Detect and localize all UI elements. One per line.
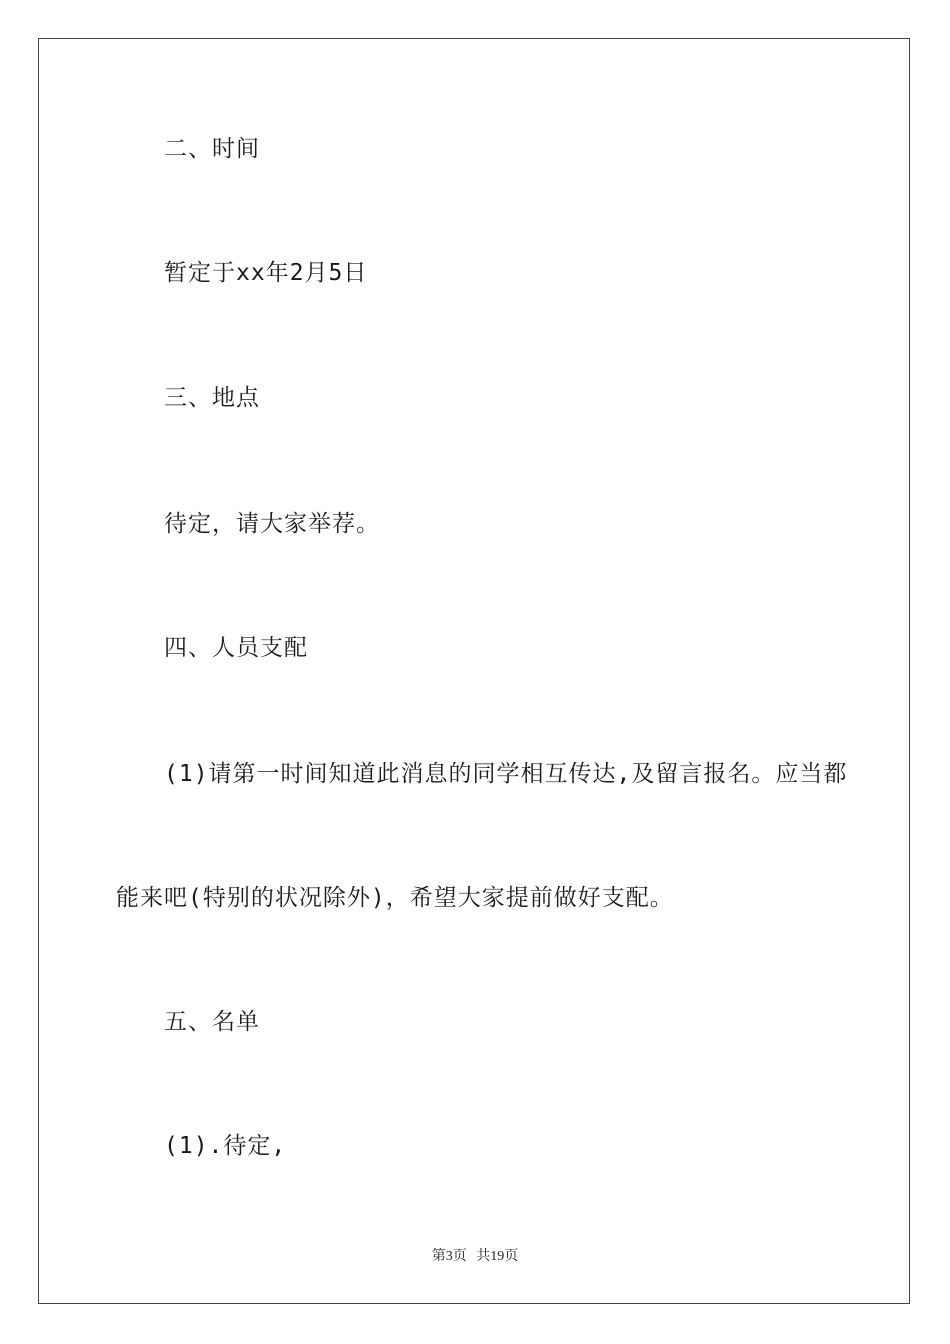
section-heading-time: 二、时间 [164, 136, 260, 162]
section-heading-arrangement: 四、人员支配 [164, 635, 308, 661]
paragraph-date: 暂定于xx年2月5日 [164, 260, 368, 286]
paragraph-arrangement-line-2: 能来吧(特别的状况除外)，希望大家提前做好支配。 [116, 885, 674, 911]
section-heading-list: 五、名单 [164, 1009, 260, 1035]
total-pages: 共19页 [476, 1249, 519, 1264]
paragraph-arrangement-line-1: (1)请第一时间知道此消息的同学相互传达,及留言报名。应当都 [164, 761, 848, 787]
section-heading-location: 三、地点 [164, 385, 260, 411]
paragraph-list-item: (1).待定, [164, 1133, 287, 1159]
page-footer [0, 1247, 950, 1267]
paragraph-location: 待定，请大家举荐。 [164, 511, 380, 537]
page-number: 第3页 [431, 1249, 467, 1264]
page-frame [38, 38, 910, 1304]
